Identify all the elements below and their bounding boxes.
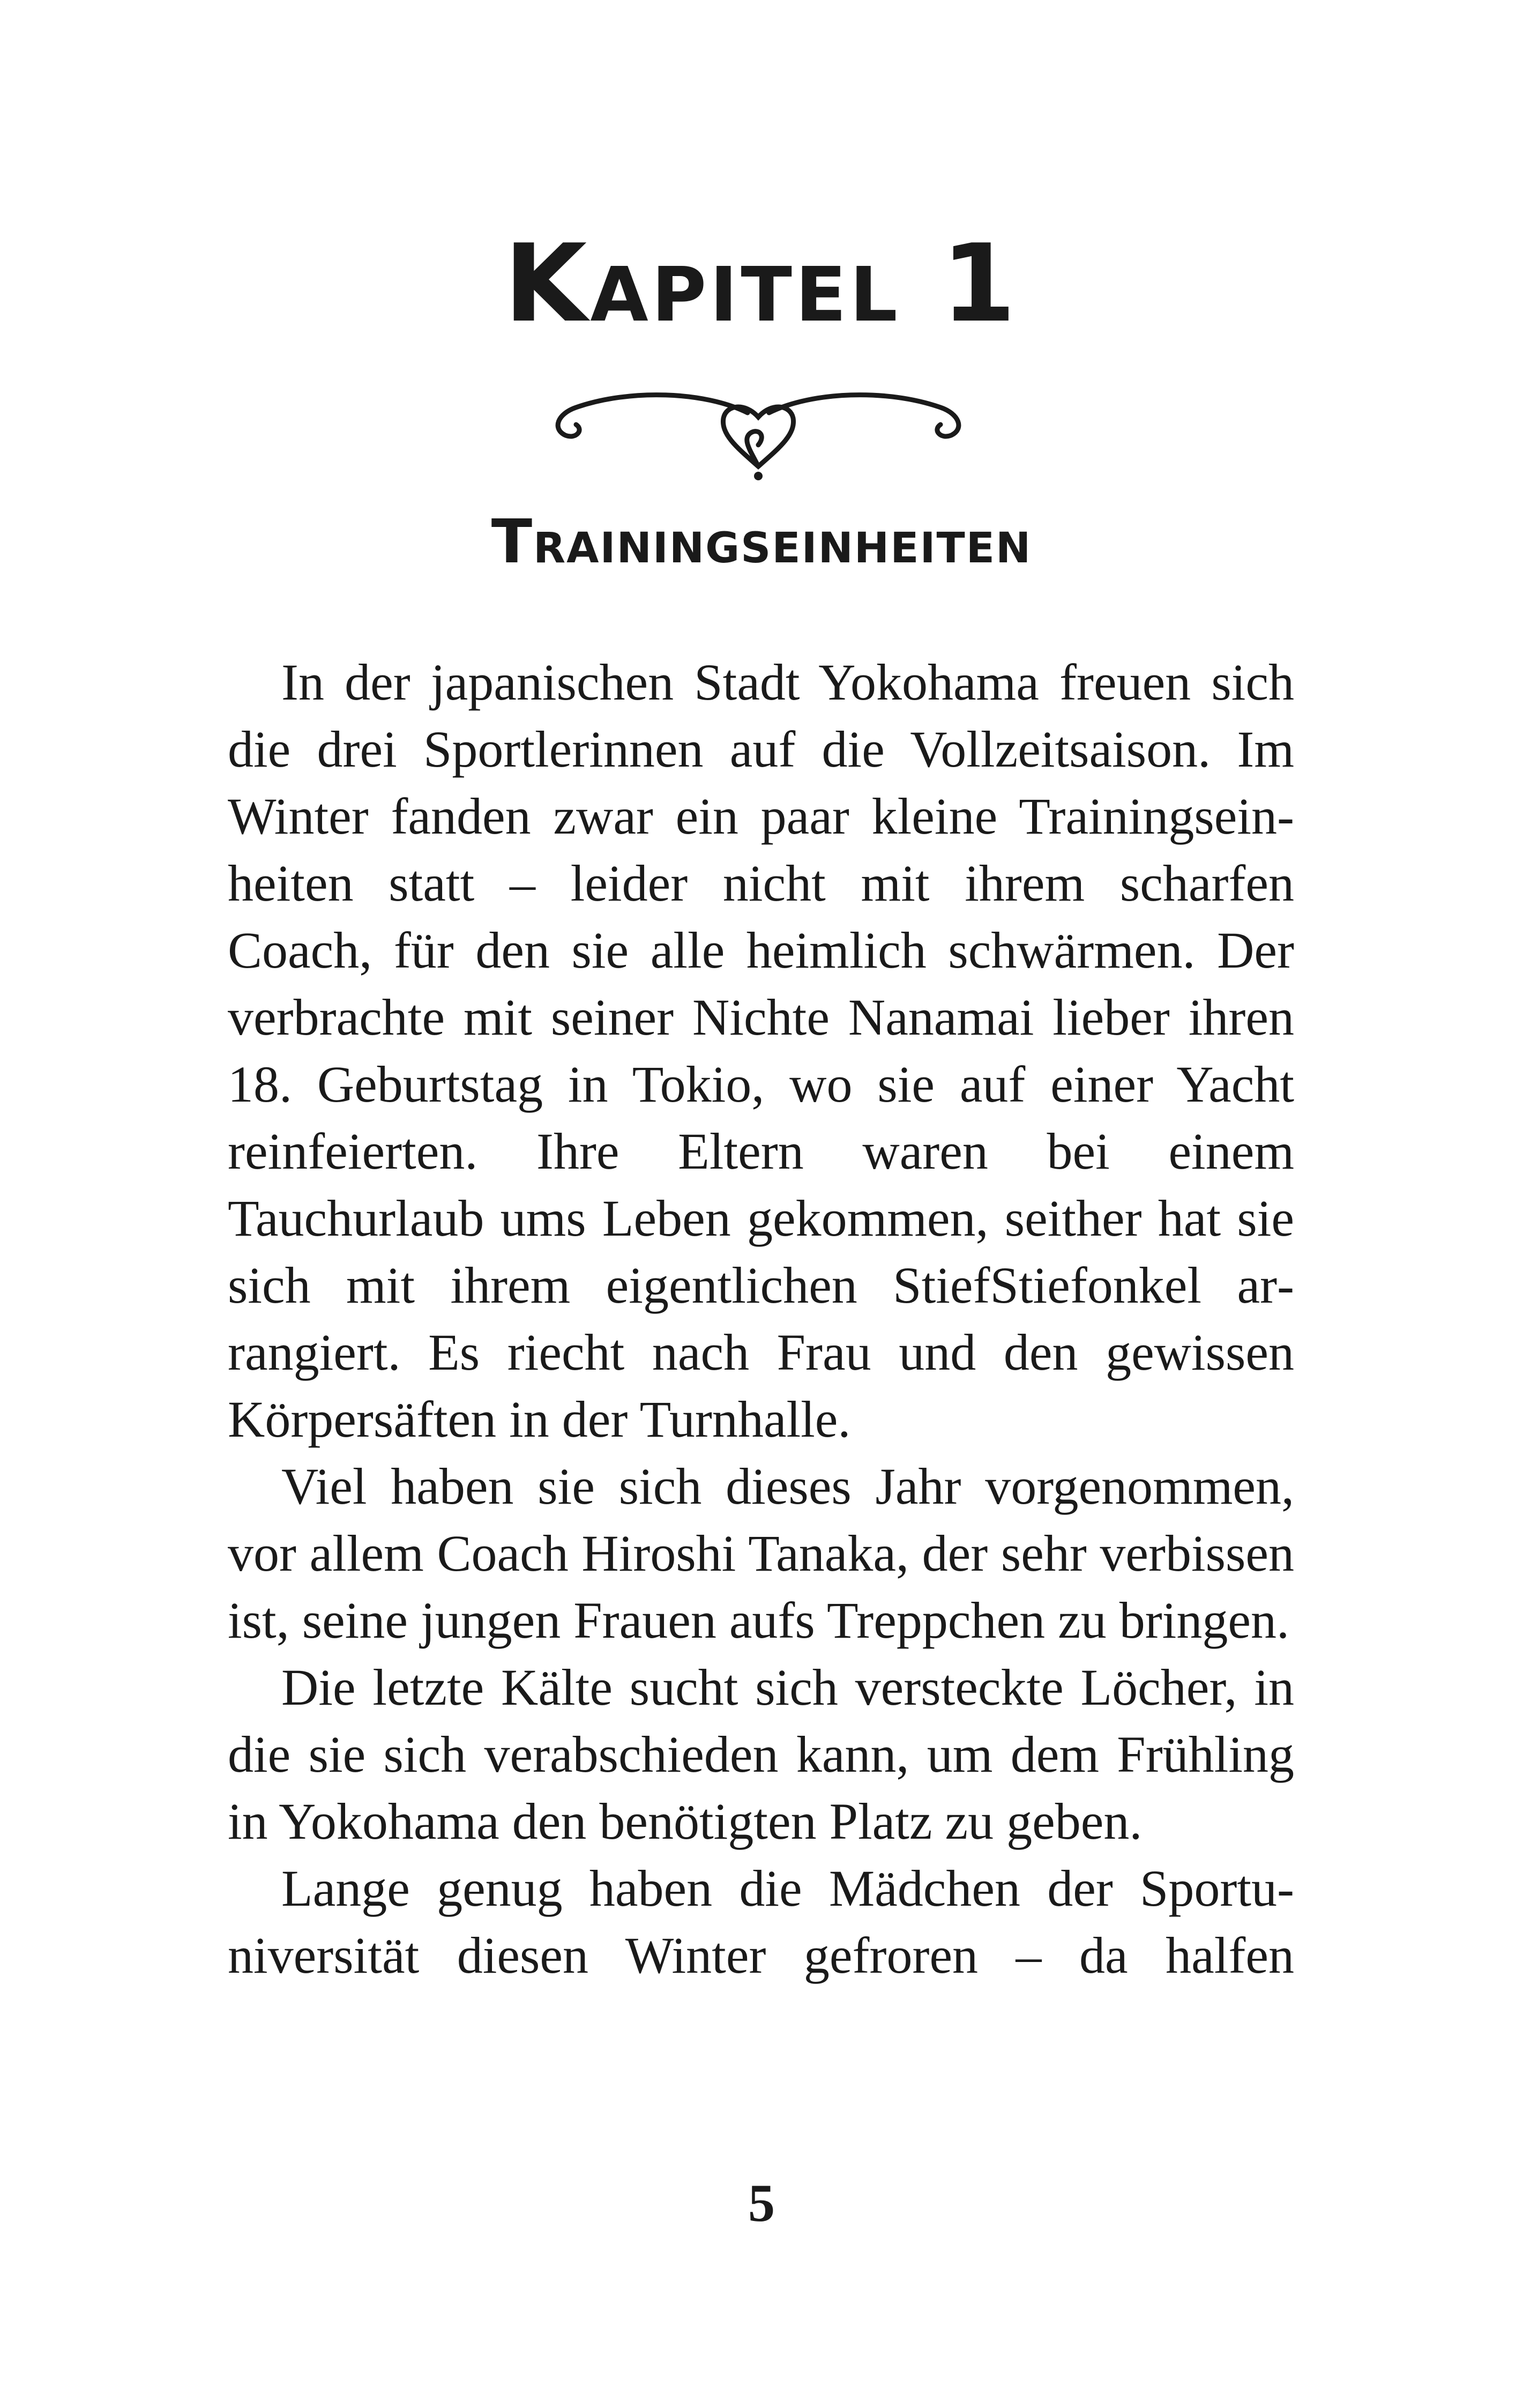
paragraph: In der japanischen Stadt Yokohama freuen sich die drei Sportlerinnen auf die Vollzeitsaison. Im Winter fanden zwar ein paar kleine Trainingseinheiten statt – leider nicht mit ihrem scharfen Coach, für den sie alle heimlich schwärmen. Der verbrachte mit seiner Nichte Nanamai lieber ihren 18. Geburtstag in Tokio, wo sie auf einer Yacht reinfeierten. Ihre Eltern waren bei einem Tauchurlaub ums Leben gekommen, seither hat sie sich mit ihrem eigentlichen StiefStiefonkel arrangiert. Es riecht nach Frau und den gewissen Körpersäften in der Turnhalle. — [228, 653, 1294, 1448]
page-number: 5 — [748, 2173, 775, 2233]
paragraph: Lange genug haben die Mädchen der Sportuniversität diesen Winter gefroren – da halfen — [228, 1860, 1294, 1984]
paragraph: Viel haben sie sich dieses Jahr vorgenommen, vor allem Coach Hiroshi Tanaka, der sehr verbissen ist, seine jungen Frauen aufs Treppchen zu bringen. — [228, 1458, 1294, 1649]
chapter-title: Kapitel 1 — [504, 221, 1019, 346]
heart-flourish-icon — [544, 386, 973, 482]
chapter-subtitle: Trainingseinheiten — [491, 507, 1032, 577]
paragraph: Die letzte Kälte sucht sich versteckte Löcher, in die sie sich verabschieden kann, um dem Frühling in Yokohama den benötigten Platz zu geben. — [228, 1659, 1294, 1850]
body-text — [228, 649, 1294, 1989]
